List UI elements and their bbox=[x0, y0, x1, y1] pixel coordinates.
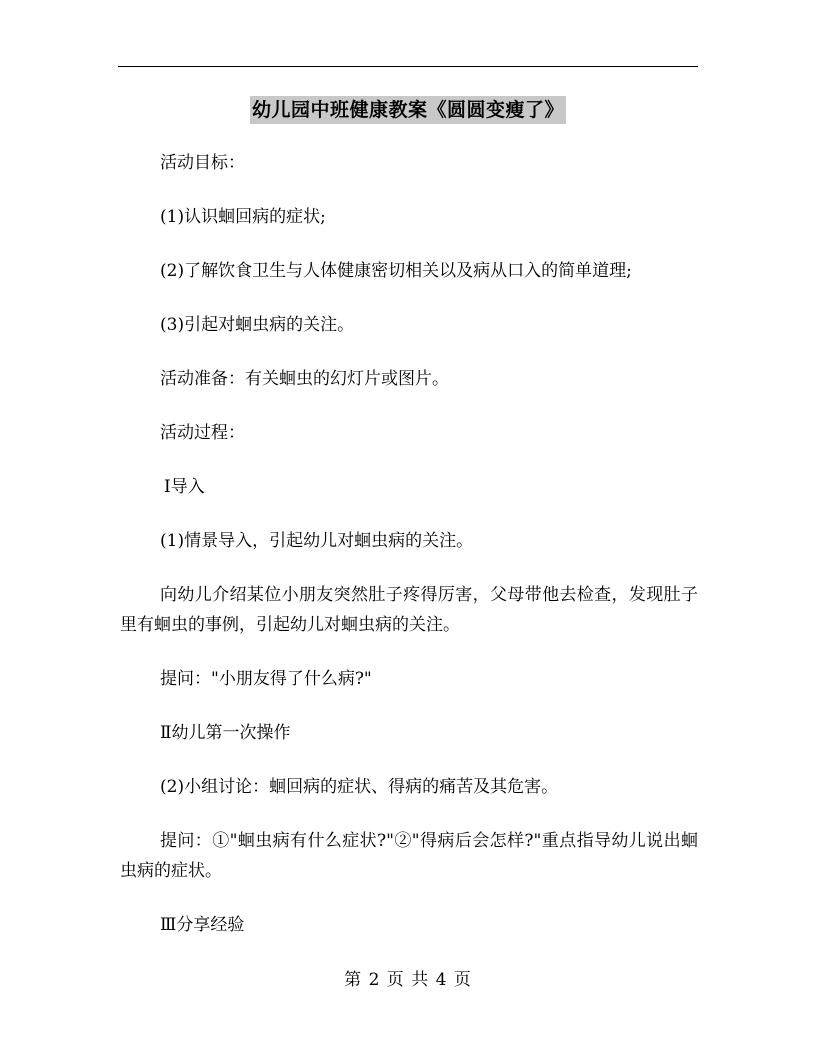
paragraph-story: 向幼儿介绍某位小朋友突然肚子疼得厉害，父母带他去检查，发现肚子里有蛔虫的事例，引起幼儿对蛔虫病的关注。 bbox=[120, 585, 698, 635]
paragraph-process-heading: 活动过程： bbox=[160, 423, 245, 443]
paragraph-objectives-heading: 活动目标： bbox=[160, 153, 245, 173]
paragraph-objective-2: (2)了解饮食卫生与人体健康密切相关以及病从口入的简单道理; bbox=[160, 261, 632, 281]
document-body bbox=[120, 148, 698, 940]
paragraph-question-2: 提问：①"蛔虫病有什么症状?"②"得病后会怎样?"重点指导幼儿说出蛔虫病的症状。 bbox=[120, 831, 698, 881]
paragraph-section-2: Ⅱ幼儿第一次操作 bbox=[160, 723, 291, 743]
paragraph-objective-3: (3)引起对蛔虫病的关注。 bbox=[160, 315, 355, 335]
paragraph-question-1: 提问："小朋友得了什么病?" bbox=[160, 669, 372, 689]
document-title: 幼儿园中班健康教案《圆圆变瘦了》 bbox=[250, 96, 566, 124]
page-footer: 第 2 页 共 4 页 bbox=[344, 970, 472, 990]
paragraph-section-3: Ⅲ分享经验 bbox=[160, 915, 245, 935]
paragraph-preparation: 活动准备：有关蛔虫的幻灯片或图片。 bbox=[160, 369, 449, 389]
paragraph-section-1: Ⅰ导入 bbox=[164, 477, 205, 497]
paragraph-step-1: (1)情景导入，引起幼儿对蛔虫病的关注。 bbox=[160, 531, 474, 551]
header-rule bbox=[118, 66, 698, 67]
title-container bbox=[0, 96, 816, 124]
paragraph-step-2: (2)小组讨论：蛔回病的症状、得病的痛苦及其危害。 bbox=[160, 777, 559, 797]
paragraph-objective-1: (1)认识蛔回病的症状; bbox=[160, 207, 326, 227]
